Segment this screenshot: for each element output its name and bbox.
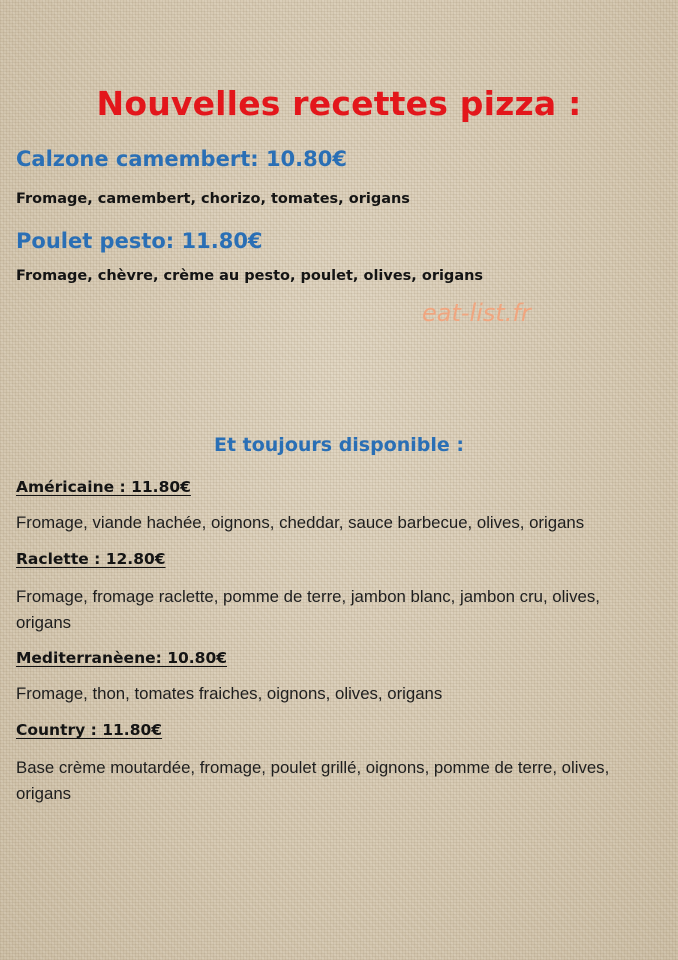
pizza-name-mediterraneene: Mediterranèene: 10.80€ bbox=[16, 649, 228, 667]
new-recipe-description-calzone: Fromage, camembert, chorizo, tomates, origans bbox=[16, 191, 410, 207]
pizza-name-americaine: Américaine : 11.80€ bbox=[16, 478, 191, 496]
new-recipe-description-poulet-pesto: Fromage, chèvre, crème au pesto, poulet, olives, origans bbox=[16, 268, 484, 284]
watermark: eat-list.fr bbox=[422, 299, 531, 327]
pizza-description-country: Base crème moutardée, fromage, poulet grillé, oignons, pomme de terre, olives, origans bbox=[16, 758, 610, 803]
page-title: Nouvelles recettes pizza : bbox=[96, 84, 582, 123]
new-recipe-name-poulet-pesto: Poulet pesto: 11.80€ bbox=[16, 229, 263, 253]
pizza-description-americaine: Fromage, viande hachée, oignons, cheddar, sauce barbecue, olives, origans bbox=[16, 513, 585, 532]
pizza-description-raclette: Fromage, fromage raclette, pomme de terre, jambon blanc, jambon cru, olives, origans bbox=[16, 587, 600, 632]
new-recipe-name-calzone: Calzone camembert: 10.80€ bbox=[16, 147, 347, 171]
pizza-name-raclette: Raclette : 12.80€ bbox=[16, 550, 166, 568]
pizza-name-country: Country : 11.80€ bbox=[16, 721, 163, 739]
pizza-description-mediterraneene: Fromage, thon, tomates fraiches, oignons, olives, origans bbox=[16, 684, 443, 703]
section-subtitle: Et toujours disponible : bbox=[213, 434, 465, 456]
